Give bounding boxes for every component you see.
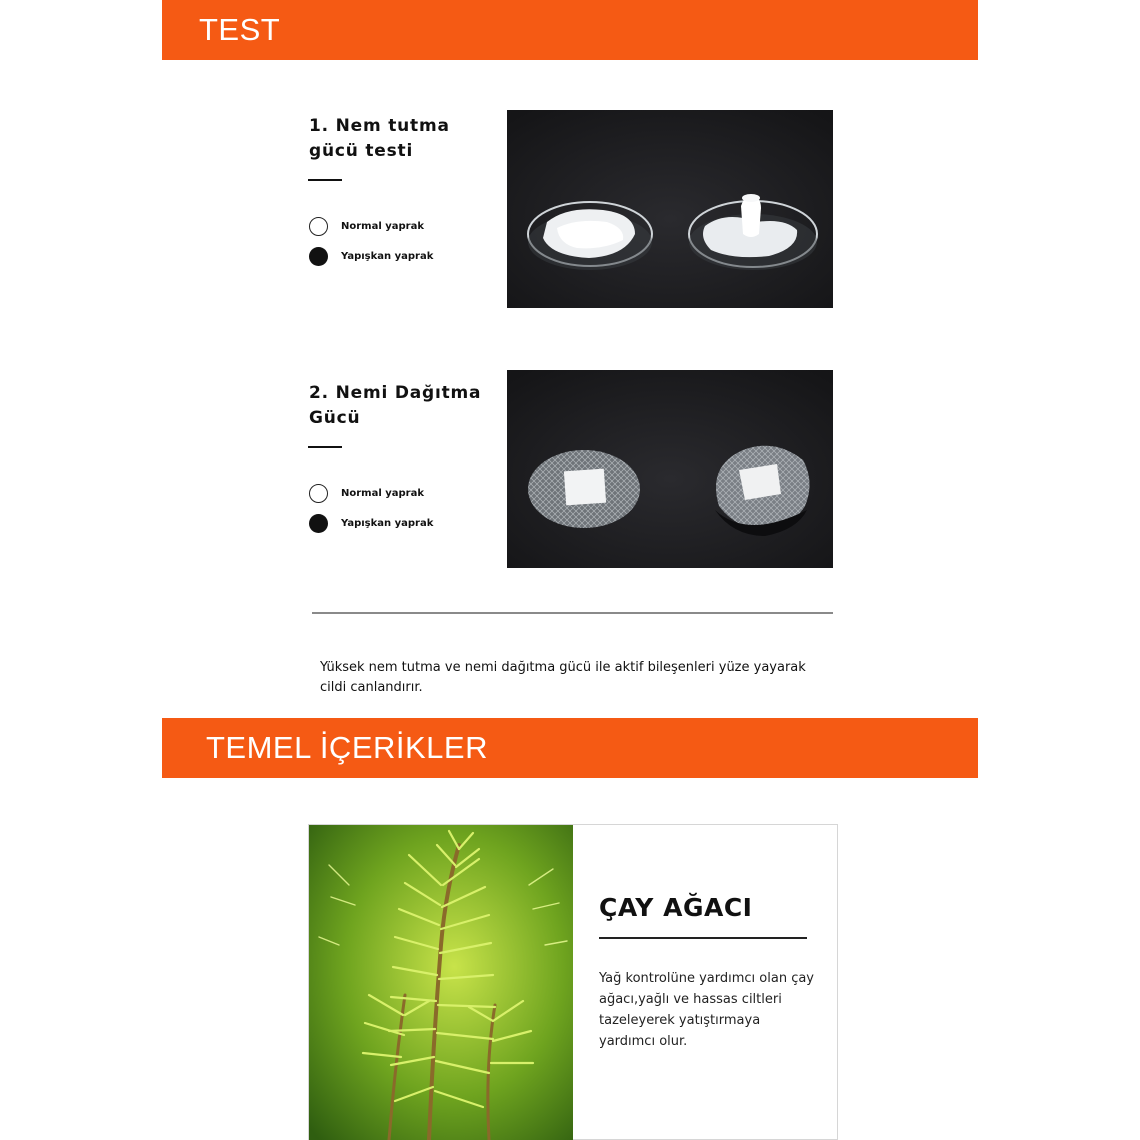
legend-label: Normal yaprak bbox=[341, 488, 425, 499]
section-divider bbox=[312, 612, 833, 614]
test-2-title-dash bbox=[308, 446, 342, 448]
test-2-title-line1: 2. Nemi Dağıtma bbox=[309, 383, 482, 403]
legend-label: Yapışkan yaprak bbox=[341, 518, 434, 529]
test-2-legend-normal bbox=[309, 484, 424, 503]
open-circle-icon bbox=[309, 217, 328, 236]
test-1-title-dash bbox=[308, 179, 342, 181]
filled-circle-icon bbox=[309, 247, 328, 266]
ingredient-description: Yağ kontrolüne yardımcı olan çay ağacı,yağlı ve hassas ciltleri tazeleyerek yatıştırmaya yardımcı olur. bbox=[599, 971, 814, 1049]
test-section-heading: TEST bbox=[199, 12, 281, 47]
legend-label: Yapışkan yaprak bbox=[341, 251, 434, 262]
test-2-title-line2: Gücü bbox=[309, 408, 361, 428]
tea-tree-illustration bbox=[309, 825, 573, 1140]
filled-circle-icon bbox=[309, 514, 328, 533]
petri-dish-illustration bbox=[507, 110, 833, 308]
sheet-patch-illustration bbox=[507, 370, 833, 568]
test-1-title bbox=[309, 114, 450, 164]
test-1-legend-normal bbox=[309, 217, 424, 236]
test-1-title-line1: 1. Nem tutma bbox=[309, 116, 450, 136]
sheet-patch-photo bbox=[507, 370, 833, 568]
test-2-title bbox=[309, 381, 481, 431]
ingredients-section-heading: TEMEL İÇERİKLER bbox=[206, 730, 488, 765]
ingredients-section-banner bbox=[162, 718, 978, 778]
open-circle-icon bbox=[309, 484, 328, 503]
tea-tree-photo bbox=[309, 825, 573, 1140]
legend-label: Normal yaprak bbox=[341, 221, 425, 232]
ingredient-name-underline bbox=[599, 937, 807, 939]
petri-dish-photo bbox=[507, 110, 833, 308]
test-2-legend-sticky bbox=[309, 514, 433, 533]
test-section-banner bbox=[162, 0, 978, 60]
test-1-legend-sticky bbox=[309, 247, 433, 266]
test-summary-text: Yüksek nem tutma ve nemi dağıtma gücü ile aktif bileşenleri yüze yayarak cildi canlandırır. bbox=[320, 660, 806, 695]
ingredient-name: ÇAY AĞACI bbox=[599, 893, 753, 922]
test-1-title-line2: gücü testi bbox=[309, 141, 414, 161]
